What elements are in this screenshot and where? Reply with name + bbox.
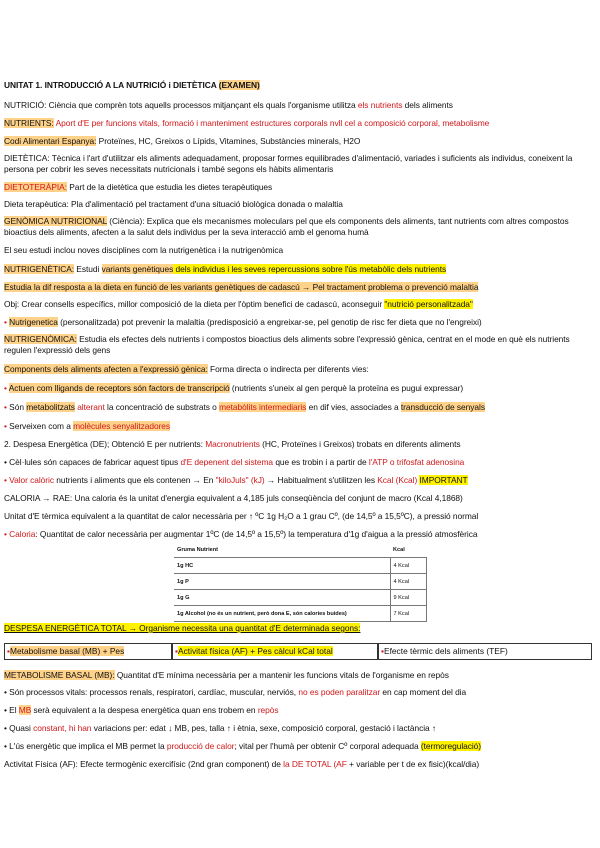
term: NUTRIGENÈTICA: <box>4 264 75 274</box>
text: • El <box>4 705 19 715</box>
term: METABOLISME BASAL (MB): <box>4 670 115 680</box>
nutrigenetica-line <box>4 264 446 275</box>
term: GENÒMICA NUTRICIONAL <box>4 216 107 226</box>
term: NUTRIGENÒMICA: <box>4 334 77 344</box>
valor-line <box>4 475 468 486</box>
despesa-components <box>4 643 592 659</box>
highlight: alterant <box>77 402 105 412</box>
text: • Quasi <box>4 723 34 733</box>
highlight: "nutrició personalitzada" <box>384 299 473 309</box>
table-row <box>174 558 426 574</box>
highlight: (termoregulació) <box>420 741 482 751</box>
nutricio-line <box>4 100 453 111</box>
codi-line <box>4 136 360 147</box>
bullet: ▪ <box>381 646 384 656</box>
cellules-line <box>4 457 464 468</box>
via-3 <box>4 421 170 432</box>
text: • Cèl·lules són capaces de fabricar aquest tipus <box>4 457 181 467</box>
text: en cap moment del dia <box>380 687 467 697</box>
highlight: Actuen com lligands de receptors són factors de transcripció <box>8 383 230 393</box>
text: que es trobin i a partir de <box>273 457 369 467</box>
via-2 <box>4 402 485 413</box>
text: variacions per: edat ↓ MB, pes, talla ↑ i ètnia, sexe, composició corporal, gestació i lactància ↑ <box>91 723 437 733</box>
highlight: no es poden paralitzar <box>298 687 381 697</box>
via-1 <box>4 383 463 394</box>
highlight: d'E depenent del sistema <box>180 457 274 467</box>
text: Forma directa o indirecta per diferents vies: <box>207 364 369 374</box>
highlight: MB <box>18 705 32 715</box>
row-value: 4 Kcal <box>390 574 426 590</box>
highlight: Valor calòric <box>9 475 54 485</box>
text: 2. Despesa Energètica (DE); Obtenció E per nutrients: <box>4 439 206 449</box>
table-row <box>174 606 426 622</box>
bullet: • <box>4 529 10 539</box>
genomica-paragraph <box>4 216 592 238</box>
definition: Proteïnes, HC, Greixos o Lípids, Vitamines, Substàncies minerals, H2O <box>96 136 361 146</box>
bullet: • <box>4 402 10 412</box>
resposta-line <box>4 282 478 293</box>
highlight: DESPESA ENERGÈTICA TOTAL → Organisme necessita una quantitat d'E determinada segons: <box>4 623 361 633</box>
text: Obj: Crear consells específics, millor composició de la dieta per l'òptim benefici de cadascú, aconseguir <box>4 299 385 309</box>
text: la concentració de substrats o <box>104 402 220 412</box>
dietetica-paragraph: DIETÈTICA: Tècnica i l'art d'utilitzar els aliments adequadament, proposar formes equilibrades d'alimentació, variades i suficients als individus, coneixent la persona per cobrir les seves necessitats nutricionals i també segons els hàbits alimentaris <box>4 153 573 174</box>
unit-title-text: UNITAT 1. INTRODUCCIÓ A LA NUTRICIÓ i DIETÈTICA <box>4 80 219 90</box>
row-value: 9 Kcal <box>390 590 426 606</box>
row-label: 1g P <box>174 574 390 590</box>
highlight: la DE TOTAL (AF <box>283 759 347 769</box>
box-af <box>172 643 378 660</box>
definition: (Ciència): Explica que els mecanismes moleculars pel que els components dels aliments, tant nutrients com altres compostos bioactius dels aliments, afecten a la salut dels individus per la seva interacció amb el genoma humà <box>4 216 569 237</box>
highlight: variants genètiques <box>101 264 174 274</box>
important-tag: IMPORTANT <box>419 475 468 485</box>
nutrigenetica-bullet <box>4 317 482 328</box>
genomica-line-2: El seu estudi inclou noves disciplines com la nutrigenètica i la nutrigenòmica <box>4 245 284 255</box>
term: DIETOTERÀPIA: <box>4 182 67 192</box>
highlight: els nutrients <box>357 100 403 110</box>
table-header <box>174 542 426 558</box>
row-label: 1g HC <box>174 558 390 574</box>
term: NUTRIENTS: <box>4 118 54 128</box>
highlight: Estudia la dif resposta a la dieta en funció de les variants genètiques de cadascú → Pel tractament problema o prevenció malaltia <box>4 282 479 292</box>
bullet: • <box>4 383 9 393</box>
highlight: Kcal (Kcal) <box>377 475 418 485</box>
obj-line <box>4 299 473 310</box>
exam-tag: (EXAMEN) <box>218 80 260 90</box>
bullet: ▪ <box>175 646 178 656</box>
dieta-terapeutica-line: Dieta terapèutica: Pla d'alimentació pel tractament d'una situació biològica donada o malaltia <box>4 199 343 209</box>
mb-line <box>4 670 449 681</box>
highlight: l'ATP o trifosfat adenosina <box>368 457 465 467</box>
bullet: • <box>4 317 10 327</box>
bullet: • <box>4 475 10 485</box>
definition: Estudia els efectes dels nutrients i compostos bioactius dels aliments sobre l'expressió gènica, centrat en el mode en què els nutrients regulen l'expressió dels gens <box>4 334 570 355</box>
caloria-rae-line: CALORIA → RAE: Una caloria és la unitat d'energia equivalent a 4,185 juls conseqüència del conjunt de macro (Kcal 4,1868) <box>4 493 463 503</box>
highlight: "kiloJuls" (kJ) <box>215 475 265 485</box>
text: (personalitzada) pot prevenir la malaltia (predisposició a engreixar-se, pel genotip de risc fer dieta que no l'engreixi) <box>57 317 482 327</box>
highlight: molècules senyalitzadores <box>73 421 171 431</box>
text: + variable per t de ex fisic)(kcal/dia) <box>346 759 480 769</box>
highlight: dels individus i les seves repercussions sobre l'ús metabòlic dels nutrients <box>173 264 447 274</box>
text: → Habitualment s'utilitzen les <box>264 475 378 485</box>
box-tef <box>378 643 592 660</box>
unit-title <box>4 80 260 91</box>
text: (HC, Proteïnes i Greixos) trobats en diferents aliments <box>259 439 461 449</box>
box-label: Activitat física (AF) + Pes càlcul kCal total <box>177 646 333 656</box>
box-label: Efecte tèrmic dels aliments (TEF) <box>383 646 508 656</box>
highlight: constant, hi han <box>33 723 92 733</box>
table-row <box>174 574 426 590</box>
mb-bullet-2 <box>4 705 279 716</box>
highlight: repòs <box>257 705 279 715</box>
components-line <box>4 364 369 375</box>
text: dels aliments <box>402 100 453 110</box>
definition: Part de la dietètica que estudia les dietes terapèutiques <box>66 182 273 192</box>
nutrients-line <box>4 118 489 129</box>
bullet: ▪ <box>7 646 10 656</box>
bullet: • <box>4 421 10 431</box>
box-label: Metabolisme basal (MB) + Pes <box>9 646 125 656</box>
nutrigenomica-paragraph <box>4 334 592 356</box>
text: (nutrients s'uneix al gen perquè la proteïna es pugui expressar) <box>229 383 464 393</box>
row-value: 7 Kcal <box>390 606 426 622</box>
highlight: metabolitzats <box>26 402 75 412</box>
text: • L'ús energètic que implica el MB permet la <box>4 741 167 751</box>
term: Caloria <box>9 529 36 539</box>
text: serà equivalent a la despesa energètica quan ens trobem en <box>31 705 258 715</box>
text: en dif vies, associades a <box>306 402 401 412</box>
header-cell: Gruma Nutrient <box>174 542 390 558</box>
text: Activitat Física (AF): Efecte termogènic exercifísic (2nd gran component) de <box>4 759 284 769</box>
unitat-line: Unitat d'E tèrmica equivalent a la quantitat de calor necessària per ↑ ºC 1g H₂O a 1 grau Cº, (de 14,5º a 15,5ºC), a pressió normal <box>4 511 479 521</box>
mb-bullet-3 <box>4 723 436 734</box>
kcal-table <box>174 542 427 622</box>
af-line <box>4 759 479 770</box>
mb-bullet-4 <box>4 741 481 752</box>
text: : Quantitat de calor necessària per augmentar 1ºC (de 14,5º a 15,5º) la temperatura d'1g d'aigua a la pressió atmosfèrica <box>35 529 478 539</box>
row-label: 1g Alcohol (no és un nutrient, però dona E, són calories buides) <box>174 606 390 622</box>
text: Serveixen com a <box>9 421 74 431</box>
text: ; vital per l'humà per obtenir Cº corporal adequada <box>234 741 421 751</box>
mb-bullet-1 <box>4 687 466 698</box>
text: Són <box>9 402 27 412</box>
term: Nutrigenetica <box>9 317 58 327</box>
text: NUTRICIÓ: Ciència que comprèn tots aquells processos mitjançant els quals l'organisme utilitza <box>4 100 358 110</box>
definition: Quantitat d'E mínima necessària per a mantenir les funcions vitals de l'organisme en repòs <box>114 670 449 680</box>
term: Components dels aliments afecten a l'expressió gènica: <box>4 364 208 374</box>
text: nutrients i aliments que els contenen → En <box>53 475 216 485</box>
row-label: 1g G <box>174 590 390 606</box>
highlight: Macronutrients <box>205 439 260 449</box>
text: • Són processos vitals: processos renals, respiratori, cardíac, muscular, nerviós, <box>4 687 299 697</box>
caloria-def-line <box>4 529 477 540</box>
definition: Aport d'E per funcions vitals, formació i manteniment estructures corporals nvll cel a composició corporal, metabolisme <box>53 118 490 128</box>
despesa-total-line <box>4 623 360 634</box>
dietoterapia-line <box>4 182 272 193</box>
highlight: producció de calor <box>166 741 235 751</box>
highlight: metabòlits intermediaris <box>219 402 307 412</box>
text: Estudi <box>74 264 102 274</box>
highlight: transducció de senyals <box>400 402 485 412</box>
row-value: 4 Kcal <box>390 558 426 574</box>
despesa-line <box>4 439 461 450</box>
box-mb <box>4 643 172 660</box>
header-cell: Kcal <box>390 542 426 558</box>
table-row <box>174 590 426 606</box>
term: Codi Alimentari Espanya: <box>4 136 97 146</box>
